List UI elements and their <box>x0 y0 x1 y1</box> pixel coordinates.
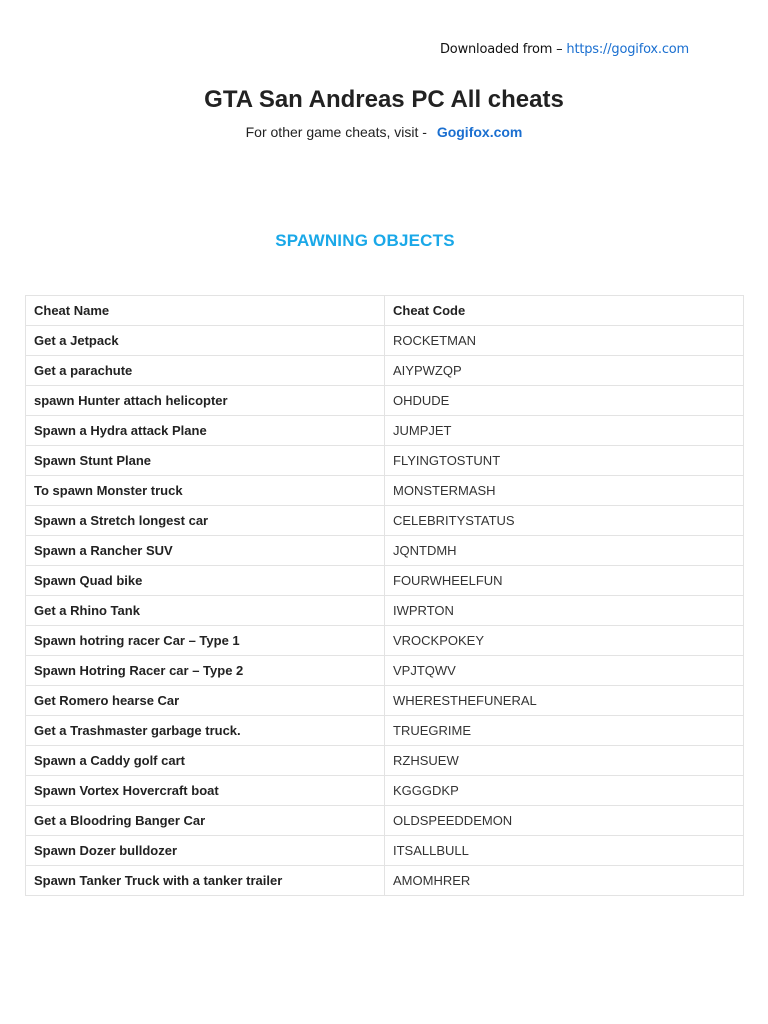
table-row <box>26 686 744 716</box>
table-header-row <box>26 296 744 326</box>
table-row <box>26 656 744 686</box>
cheat-name-cell: Spawn Dozer bulldozer <box>26 836 385 866</box>
column-header-cheat-name: Cheat Name <box>26 296 385 326</box>
cheat-code-cell: RZHSUEW <box>385 746 744 776</box>
cheat-name-cell: Get a Bloodring Banger Car <box>26 806 385 836</box>
cheat-name-cell: Spawn Quad bike <box>26 566 385 596</box>
cheat-code-cell: OHDUDE <box>385 386 744 416</box>
table-row <box>26 536 744 566</box>
cheat-code-cell: AMOMHRER <box>385 866 744 896</box>
download-source-link[interactable]: https://gogifox.com <box>566 42 690 57</box>
cheat-name-cell: Get a Trashmaster garbage truck. <box>26 716 385 746</box>
cheat-code-cell: KGGGDKP <box>385 776 744 806</box>
document-title: GTA San Andreas PC All cheats <box>204 86 564 113</box>
cheat-code-cell: JUMPJET <box>385 416 744 446</box>
subtitle-site-link[interactable]: Gogifox.com <box>436 124 523 140</box>
table-row <box>26 356 744 386</box>
table-row <box>26 596 744 626</box>
cheat-name-cell: Spawn Tanker Truck with a tanker trailer <box>26 866 385 896</box>
cheat-code-cell: WHERESTHEFUNERAL <box>385 686 744 716</box>
cheat-name-cell: Spawn Hotring Racer car – Type 2 <box>26 656 385 686</box>
cheat-name-cell: To spawn Monster truck <box>26 476 385 506</box>
table-row <box>26 506 744 536</box>
cheat-code-cell: AIYPWZQP <box>385 356 744 386</box>
column-header-cheat-code: Cheat Code <box>385 296 744 326</box>
cheat-name-cell: Spawn Stunt Plane <box>26 446 385 476</box>
table-row <box>26 866 744 896</box>
download-source-prefix: Downloaded from – <box>440 42 567 57</box>
cheat-code-cell: ROCKETMAN <box>385 326 744 356</box>
download-source-note <box>440 42 689 57</box>
section-heading: SPAWNING OBJECTS <box>275 231 455 250</box>
cheat-name-cell: Spawn hotring racer Car – Type 1 <box>26 626 385 656</box>
table-row <box>26 836 744 866</box>
cheat-code-cell: OLDSPEEDDEMON <box>385 806 744 836</box>
cheat-name-cell: Get a parachute <box>26 356 385 386</box>
document-subtitle <box>0 124 768 140</box>
table-row <box>26 626 744 656</box>
table-row <box>26 416 744 446</box>
table-row <box>26 446 744 476</box>
table-row <box>26 746 744 776</box>
table-row <box>26 386 744 416</box>
cheat-code-cell: VPJTQWV <box>385 656 744 686</box>
subtitle-text: For other game cheats, visit - <box>245 124 427 140</box>
cheats-table <box>25 295 744 896</box>
cheat-name-cell: Spawn a Caddy golf cart <box>26 746 385 776</box>
cheat-code-cell: ITSALLBULL <box>385 836 744 866</box>
table-row <box>26 476 744 506</box>
cheat-code-cell: FOURWHEELFUN <box>385 566 744 596</box>
cheat-name-cell: Get a Rhino Tank <box>26 596 385 626</box>
cheat-code-cell: MONSTERMASH <box>385 476 744 506</box>
cheat-code-cell: TRUEGRIME <box>385 716 744 746</box>
table-row <box>26 326 744 356</box>
table-row <box>26 806 744 836</box>
cheat-name-cell: Spawn a Rancher SUV <box>26 536 385 566</box>
cheat-name-cell: Spawn a Hydra attack Plane <box>26 416 385 446</box>
cheat-code-cell: IWPRTON <box>385 596 744 626</box>
cheat-code-cell: JQNTDMH <box>385 536 744 566</box>
cheat-code-cell: VROCKPOKEY <box>385 626 744 656</box>
cheat-name-cell: spawn Hunter attach helicopter <box>26 386 385 416</box>
cheat-name-cell: Get Romero hearse Car <box>26 686 385 716</box>
cheat-name-cell: Get a Jetpack <box>26 326 385 356</box>
cheat-name-cell: Spawn a Stretch longest car <box>26 506 385 536</box>
cheat-code-cell: CELEBRITYSTATUS <box>385 506 744 536</box>
cheat-name-cell: Spawn Vortex Hovercraft boat <box>26 776 385 806</box>
table-row <box>26 716 744 746</box>
table-row <box>26 776 744 806</box>
cheat-code-cell: FLYINGTOSTUNT <box>385 446 744 476</box>
table-row <box>26 566 744 596</box>
